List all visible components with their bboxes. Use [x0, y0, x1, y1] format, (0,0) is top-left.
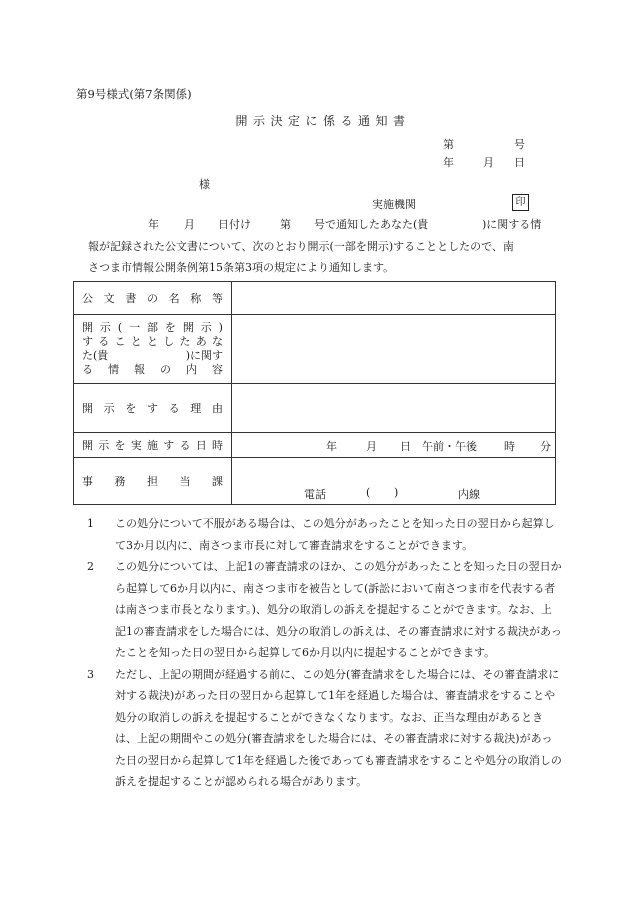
note-item — [73, 556, 563, 664]
body-number-prefix: 第 — [280, 218, 291, 231]
body-date-suffix: 日付け — [218, 218, 251, 231]
seal-mark: 印 — [512, 194, 529, 211]
date-year-label: 年 — [443, 156, 454, 169]
body-year: 年 — [148, 218, 159, 231]
table-row — [74, 458, 556, 505]
disclosure-table — [73, 281, 556, 505]
body-month: 月 — [184, 218, 195, 231]
body-line-2: 報が記録された公文書について、次のとおり開示(一部を開示)することとしたので、南 — [88, 240, 514, 253]
table-row — [74, 315, 556, 384]
responsible-section-field[interactable] — [232, 458, 556, 505]
phone-paren-close: ) — [394, 486, 399, 499]
form-number: 第9号様式(第7条関係) — [76, 87, 192, 101]
table-row — [74, 433, 556, 458]
body-regarding-text: )に関する情 — [482, 218, 542, 231]
document-title: 開示決定に係る通知書 — [235, 114, 411, 128]
extension-label: 内線 — [458, 488, 480, 501]
notice-number-suffix: 号 — [514, 138, 525, 151]
document-name-field[interactable] — [232, 282, 556, 315]
responsible-section-label: 事 務 担 当 課 — [74, 458, 232, 505]
body-line-3: さつま市情報公開条例第15条第3項の規定により通知します。 — [88, 261, 395, 274]
table-row — [74, 282, 556, 315]
phone-paren-open: ( — [366, 486, 371, 499]
note-item — [73, 513, 563, 556]
disclosure-reason-field[interactable] — [232, 384, 556, 433]
note-text: ただし、上記の期間が経過する前に、この処分(審査請求をした場合には、その審査請求に対する裁決)があった日の翌日から起算して1年を経過した場合は、審査請求をすることや処分の取消しの訴えを提起することができなくなります。なお、正当な理由があるときは、上記の期間やこの処分(審査請求をした場合には、その審査請求に対する裁決)があった日の翌日から起算して1年を経過した後であっても審査請求をすることや処分の取消しの訴えを提起することが認められる場合があります。 — [115, 667, 562, 788]
note-item — [73, 664, 563, 793]
note-number: 2 — [87, 560, 94, 573]
datetime-minute: 分 — [540, 440, 551, 453]
disclosure-datetime-field[interactable] — [232, 433, 556, 458]
note-number: 1 — [87, 517, 94, 530]
disclosed-info-label: 開 示 ( 一 部 を 開 示 ) す る こ と と し た あ な た (貴 )に 関 す る 情 報 の 内 容 — [74, 315, 232, 384]
note-text: この処分について不服がある場合は、この処分があったことを知った日の翌日から起算して3か月以内に、南さつま市長に対して審査請求をすることができます。 — [115, 517, 555, 552]
note-number: 3 — [87, 667, 94, 681]
note-text: この処分については、上記1の審査請求のほか、この処分があったことを知った日の翌日から起算して6か月以内に、南さつま市を被告として(訴訟において南さつま市を代表する者は南さつま市長となります。)、処分の取消しの訴えを提起することができます。なお、上記1の審査請求をした場合には、処分の取消しの訴えは、その審査請求に対する裁決があったことを知った日の翌日から起算して6か月以内に提起することができます。 — [115, 560, 562, 659]
disclosed-info-field[interactable] — [232, 315, 556, 384]
datetime-hour: 時 — [504, 440, 515, 453]
table-row — [74, 384, 556, 433]
addressee-honorific: 様 — [199, 178, 210, 191]
date-month-label: 月 — [483, 156, 494, 169]
disclosure-reason-label: 開 示 を す る 理 由 — [74, 384, 232, 433]
document-name-label: 公 文 書 の 名 称 等 — [74, 282, 232, 315]
disclosure-datetime-label: 開 示 を 実 施 す る 日 時 — [74, 433, 232, 458]
date-day-label: 日 — [514, 156, 525, 169]
implementing-agency-label: 実施機関 — [372, 198, 416, 211]
datetime-year: 年 — [326, 440, 337, 453]
datetime-day: 日 — [400, 440, 411, 453]
notes-section — [73, 513, 563, 793]
body-notified-text: 号で通知したあなた(貴 — [314, 218, 429, 231]
notice-number-prefix: 第 — [443, 138, 454, 151]
phone-label: 電話 — [304, 488, 326, 501]
datetime-month: 月 — [366, 440, 377, 453]
datetime-ampm: 午前・午後 — [422, 440, 477, 453]
